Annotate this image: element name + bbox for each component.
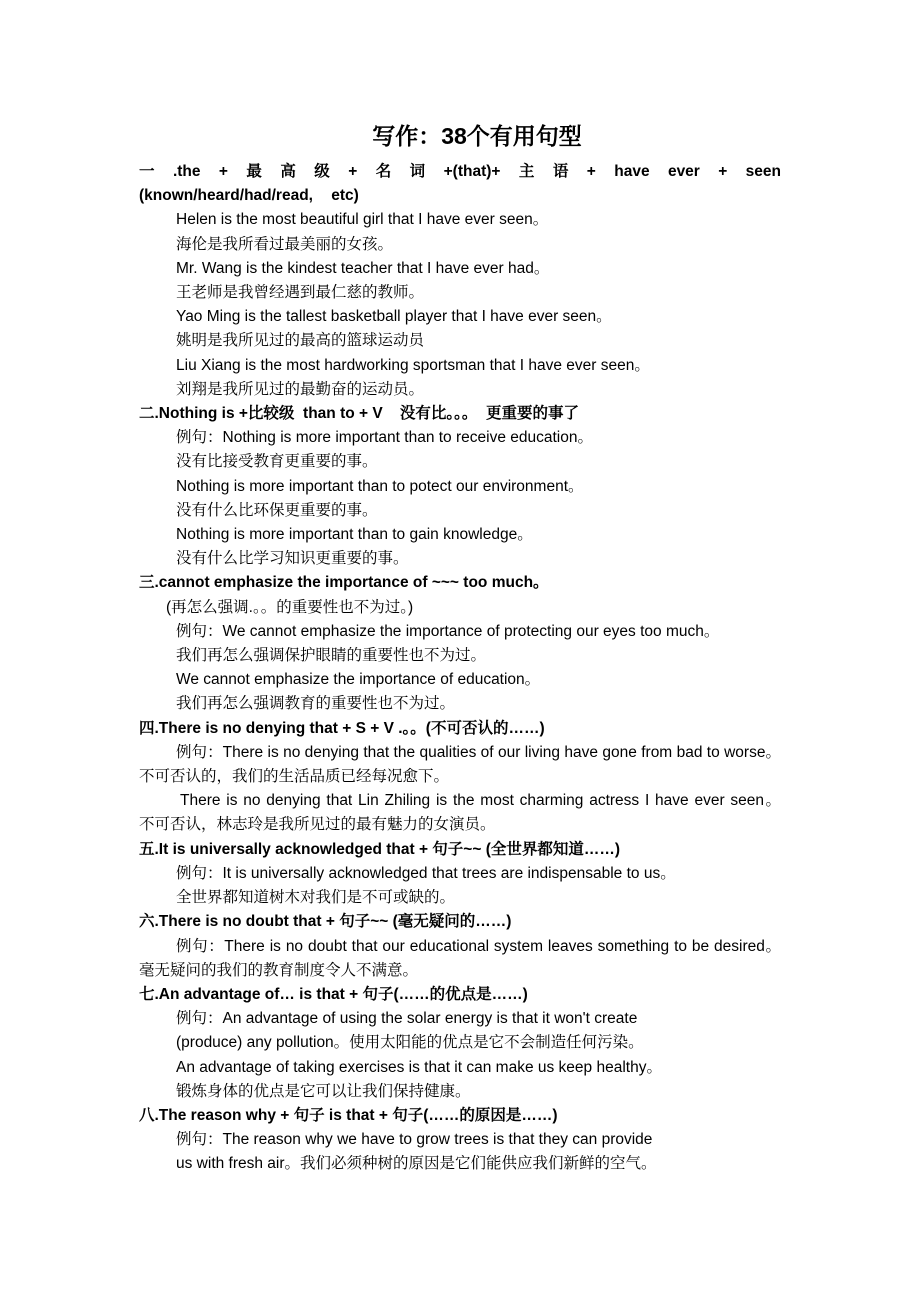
example-line: 例句：The reason why we have to grow trees is that they can provide: [176, 1131, 653, 1149]
section-1-heading: 一 .the + 最 高 级 + 名 词 +(that)+ 主 语 + have ever + seen (known/heard/had/read, etc): [139, 163, 781, 205]
document-title: 写作：38个有用句型: [372, 123, 582, 149]
example-line: Mr. Wang is the kindest teacher that I have ever had。: [176, 259, 550, 277]
example-paragraph: There is no denying that Lin Zhiling is the most charming actress I have ever seen。 不可否认，林志玲是我所见过的最有魅力的女演员。: [139, 792, 790, 834]
example-line: 我们再怎么强调教育的重要性也不为过。: [176, 695, 456, 713]
example-line: Yao Ming is the tallest basketball player that I have ever seen。: [176, 308, 612, 326]
example-line: 没有什么比环保更重要的事。: [176, 501, 378, 519]
example-line: 海伦是我所看过最美丽的女孩。: [176, 235, 394, 253]
section-2-heading: 二.Nothing is +比较级 than to + V 没有比。。。 更重要的事了: [139, 405, 580, 423]
example-line: 全世界都知道树木对我们是不可或缺的。: [176, 889, 456, 907]
document-body: [139, 160, 794, 1177]
example-line: 没有什么比学习知识更重要的事。: [176, 550, 409, 568]
section-8-heading: 八.The reason why + 句子 is that + 句子(……的原因是……): [139, 1106, 558, 1124]
example-line: Liu Xiang is the most hardworking sportsman that I have ever seen。: [176, 356, 650, 374]
example-line: 例句：It is universally acknowledged that trees are indispensable to us。: [176, 864, 676, 882]
example-line: 王老师是我曾经遇到最仁慈的教师。: [176, 284, 425, 302]
example-line: We cannot emphasize the importance of education。: [176, 671, 541, 689]
section-7-heading: 七.An advantage of… is that + 句子(……的优点是……): [139, 985, 528, 1003]
example-line: 例句：An advantage of using the solar energy is that it won't create: [176, 1010, 638, 1028]
section-6-heading: 六.There is no doubt that + 句子~~ (毫无疑问的……): [139, 913, 512, 931]
section-4-heading: 四.There is no denying that + S + V .。。(不可否认的……): [139, 719, 545, 737]
example-line: (produce) any pollution。使用太阳能的优点是它不会制造任何污染。: [176, 1034, 644, 1052]
example-line: An advantage of taking exercises is that it can make us keep healthy。: [176, 1058, 662, 1076]
section-5-heading: 五.It is universally acknowledged that + 句子~~ (全世界都知道……): [139, 840, 621, 858]
example-line: 例句：We cannot emphasize the importance of protecting our eyes too much。: [176, 622, 720, 640]
example-line: 姚明是我所见过的最高的篮球运动员: [176, 332, 425, 350]
example-line: us with fresh air。我们必须种树的原因是它们能供应我们新鲜的空气。: [176, 1155, 657, 1173]
example-line: Helen is the most beautiful girl that I have ever seen。: [176, 211, 549, 229]
section-3-heading: 三.cannot emphasize the importance of ~~~ too much。: [139, 574, 549, 592]
example-line: Nothing is more important than to gain knowledge。: [176, 526, 533, 544]
example-paragraph: 例句：There is no denying that the qualities of our living have gone from bad to worse。 不可否认的，我们的生活品质已经每况愈下。: [139, 743, 790, 786]
example-line: 我们再怎么强调保护眼睛的重要性也不为过。: [176, 647, 487, 665]
example-line: 锻炼身体的优点是它可以让我们保持健康。: [176, 1082, 471, 1100]
example-paragraph: 例句：There is no doubt that our educational system leaves something to be desired。 毫无疑问的我们的教育制度令人不满意。: [139, 937, 794, 979]
example-line: Nothing is more important than to potect our environment。: [176, 477, 584, 495]
section-3-note: (再怎么强调.。。的重要性也不为过。): [166, 598, 414, 616]
example-line: 例句：Nothing is more important than to receive education。: [176, 429, 593, 447]
example-line: 刘翔是我所见过的最勤奋的运动员。: [176, 380, 425, 398]
example-line: 没有比接受教育更重要的事。: [176, 453, 378, 471]
